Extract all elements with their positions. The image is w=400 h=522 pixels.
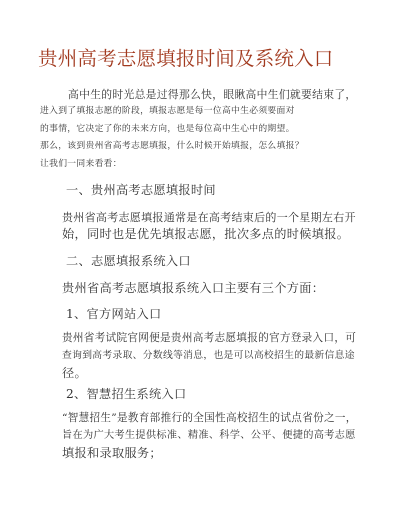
paragraph-line: 贵州省考试院官网便是贵州高考志愿填报的官方登录入口，可 — [62, 332, 357, 344]
intro-line: 让我们一同来看看： — [40, 158, 122, 169]
section-time-paragraph — [62, 209, 356, 244]
item-official-site-paragraph — [62, 330, 357, 382]
intro-line: 的事情，它决定了你的未来方向，也是每位高中生心中的期望。 — [40, 123, 295, 134]
paragraph-line: 始，同时也是优先填报志愿，批次多点的时候填报。 — [62, 227, 350, 242]
section-heading-time: 一、贵州高考志愿填报时间 — [66, 183, 216, 197]
paragraph-line: 贵州省高考志愿填报系统入口主要有三个方面： — [62, 281, 325, 295]
paragraph-line: 贵州省高考志愿填报通常是在高考结束后的一个星期左右开 — [62, 211, 356, 224]
intro-paragraph — [40, 86, 357, 173]
item-smart-admission-paragraph — [62, 410, 357, 462]
paragraph-line: 径。 — [62, 365, 87, 380]
item-heading-smart-admission: 2、智慧招生系统入口 — [66, 387, 187, 401]
paragraph-line: 旨在为广大考生提供标准、精准、科学、公平、便捷的高考志愿 — [62, 430, 356, 442]
section-heading-entry: 二、志愿填报系统入口 — [66, 254, 191, 268]
paragraph-line: 查询到高考录取、分数线等消息，也是可以高校招生的最新信息途 — [62, 350, 355, 362]
document-title: 贵州高考志愿填报时间及系统入口 — [38, 47, 334, 70]
item-heading-official-site: 1、官方网站入口 — [66, 307, 162, 321]
intro-line: 进入到了填报志愿的阶段，填报志愿是每一位高中生必须要面对 — [40, 106, 295, 117]
intro-line: 高中生的时光总是过得那么快，眼瞅高中生们就要结束了， — [68, 88, 357, 101]
intro-line: 那么，该到贵州省高考志愿填报，什么时候开始填报，怎么填报？ — [40, 141, 304, 152]
paragraph-line: “智慧招生”是教育部推行的全国性高校招生的试点省份之一， — [62, 412, 357, 424]
paragraph-line: 填报和录取服务； — [62, 445, 162, 460]
section-entry-paragraph — [62, 280, 350, 297]
